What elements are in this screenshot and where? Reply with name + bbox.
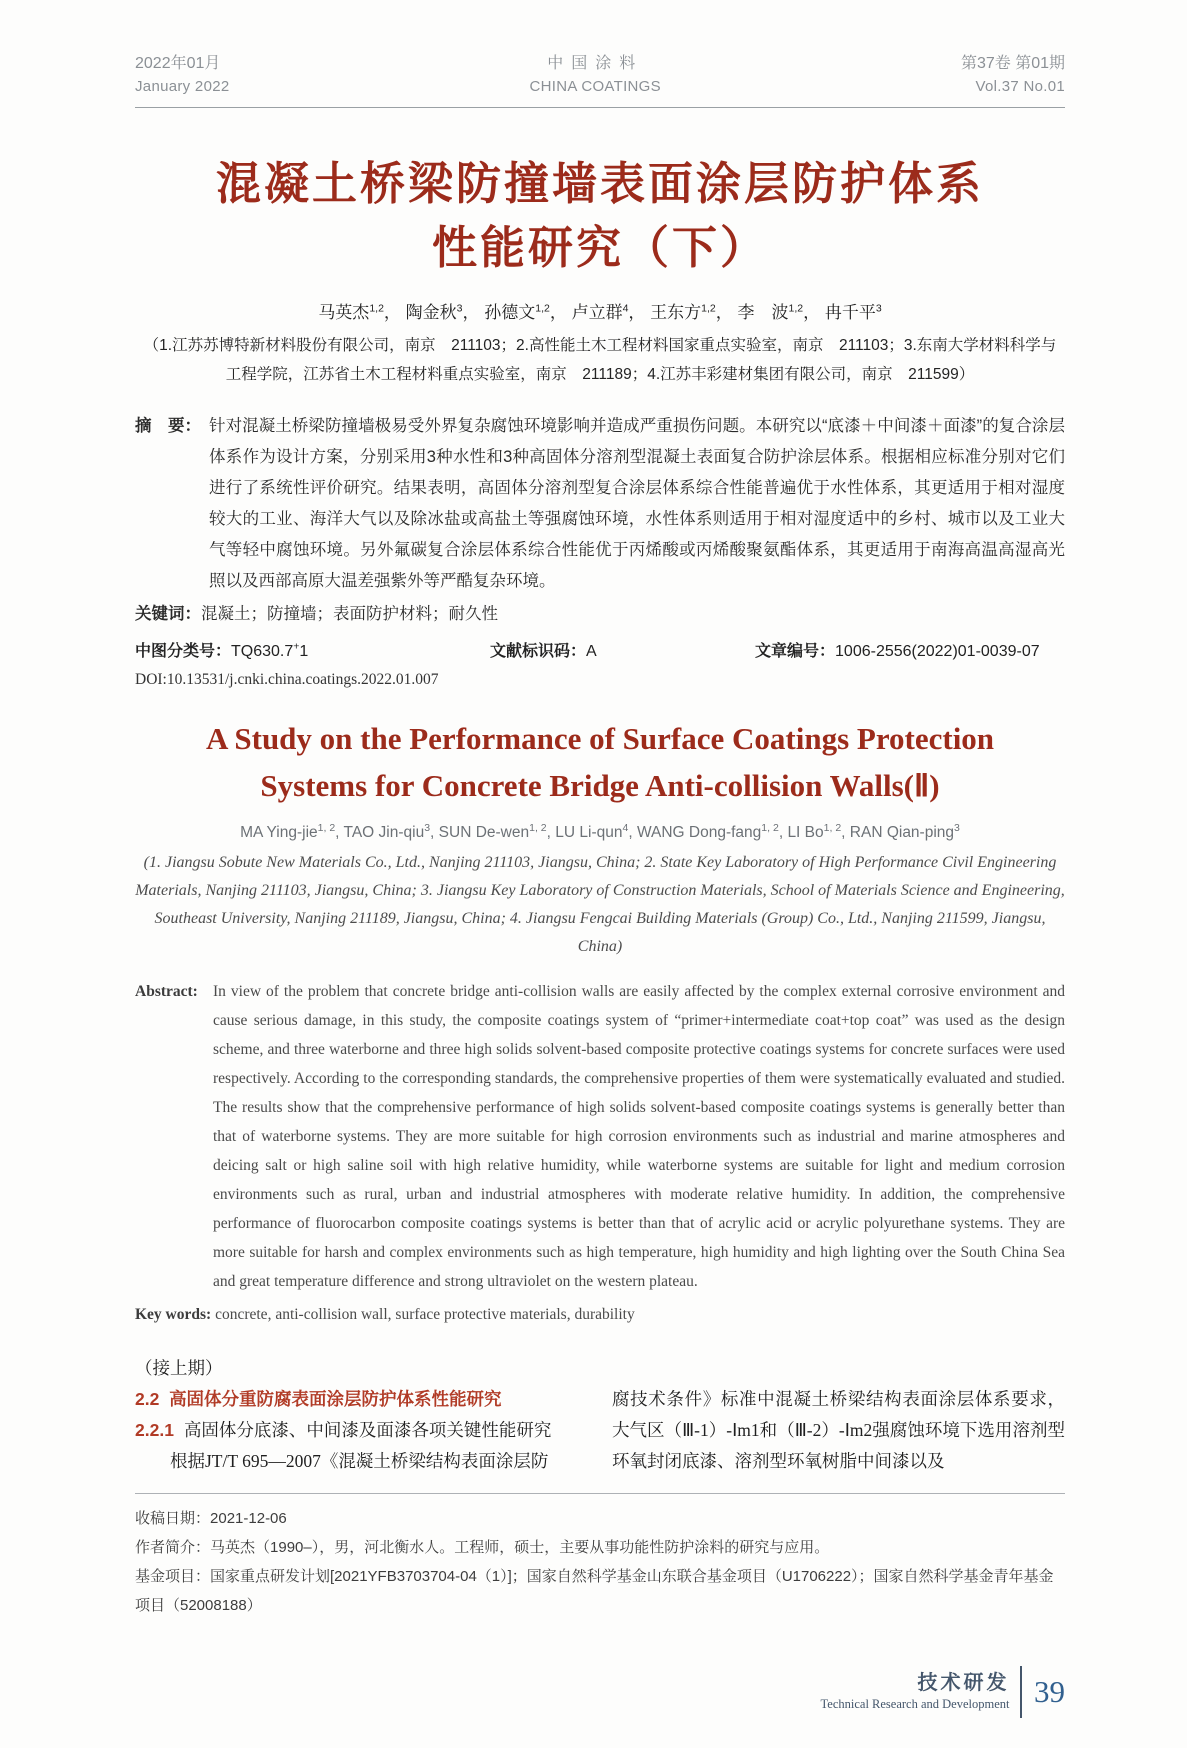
author-en: SUN De-wen$^{1, 2}$, — [438, 822, 556, 842]
issue-date-en: January 2022 — [135, 78, 230, 95]
author-zh: 李 波$^{1,2}$， — [737, 302, 821, 322]
document-code: 文献标识码：A — [490, 643, 597, 660]
article-id: 文章编号：1006-2556(2022)01-0039-07 — [755, 643, 1040, 660]
keywords-en-text: concrete, anti-collision wall, surface protective materials, durability — [215, 1306, 635, 1324]
footer-column-en: Technical Research and Development — [820, 1697, 1010, 1712]
body-paragraph-left: 根据JT/T 695—2007《混凝土桥梁结构表面涂层防 — [170, 1451, 549, 1472]
doi: DOI:10.13531/j.cnki.china.coatings.2022.01.007 — [135, 671, 439, 688]
authors-zh — [135, 298, 1065, 323]
footer-divider — [1020, 1666, 1023, 1718]
affiliations-zh: （1.江苏苏博特新材料股份有限公司，南京 211103；2.高性能土木工程材料国家重点实验室，南京 211103；3.东南大学材料科学与工程学院，江苏省土木工程材料重点实验室，南京 211189；4.江苏丰彩建材集团有限公司，南京 211599） — [143, 337, 1057, 383]
author-zh: 陶金秋$^3$， — [405, 302, 480, 322]
article-title-zh — [135, 152, 1065, 280]
footnotes — [135, 1493, 1065, 1620]
clc-number: 中图分类号：TQ630.7+1 — [135, 640, 309, 660]
article-title-zh-line2: 性能研究（下） — [431, 222, 768, 273]
keywords-en-label: Key words: — [135, 1306, 212, 1324]
header-issue-date — [135, 52, 230, 98]
author-zh: 王东方$^{1,2}$， — [650, 302, 733, 322]
header-journal-name — [530, 52, 661, 98]
abstract-en-label: Abstract: — [135, 983, 198, 1001]
journal-name-zh: 中国涂料 — [547, 55, 644, 72]
author-zh: 卢立群$^4$， — [571, 302, 646, 322]
abstract-zh-label: 摘 要： — [135, 417, 201, 435]
abstract-en-text: In view of the problem that concrete bridge anti-collision walls are easily affected by the complex external corrosive environment and cause serious damage, in this study, the composite coatings system of “primer+intermediate coat+top coat” was used as the design scheme, and three waterborne and three high solids solvent-based composite protective coatings systems for concrete surfaces were used respectively. According to the corresponding standards, the comprehensive properties of them were systematically evaluated and studied. The results show that the comprehensive performance of high solids solvent-based composite coatings systems is generally better than that of waterborne systems. They are more suitable for high corrosion environments such as industrial and marine atmospheres and deicing salt or high saline soil with high relative humidity, while waterborne systems are suitable for light and medium corrosion environments such as rural, urban and industrial atmospheres with moderate relative humidity. In addition, the comprehensive performance of fluorocarbon composite coatings systems is better than that of acrylic acid or acrylic polyurethane systems. They are more suitable for harsh and complex environments such as high temperature, high humidity and high lighting over the South China Sea and great temperature difference and strong ultraviolet on the western plateau. — [213, 983, 1065, 1291]
volume-issue-en: Vol.37 No.01 — [975, 78, 1065, 95]
abstract-en — [135, 977, 1065, 1296]
author-zh: 冉千平$^3$ — [824, 302, 882, 322]
footnote-item: 作者简介：马英杰（1990–），男，河北衡水人。工程师，硕士，主要从事功能性防护涂料的研究与应用。 — [135, 1539, 830, 1557]
footer-column-zh: 技术研发 — [917, 1672, 1010, 1695]
footer-column-title — [821, 1671, 1010, 1713]
keywords-en — [135, 1300, 1065, 1329]
authors-en — [135, 822, 1065, 842]
journal-name-en: CHINA COATINGS — [529, 78, 661, 95]
article-title-zh-line1: 混凝土桥梁防撞墙表面涂层防护体系 — [215, 158, 984, 209]
article-title-en-line1: A Study on the Performance of Surface Coatings Protection — [205, 721, 995, 756]
body-column-right — [612, 1384, 1065, 1477]
subsection-heading-2-2-1: 2.2.1 高固体分底漆、中间漆及面漆各项关键性能研究 — [135, 1420, 552, 1441]
abstract-zh — [135, 411, 1065, 597]
author-en: MA Ying-jie$^{1, 2}$, — [240, 822, 344, 842]
author-en: LU Li-qun$^4$, — [555, 822, 637, 842]
article-title-en — [135, 715, 1065, 809]
header-volume-issue — [961, 52, 1065, 98]
author-en: RAN Qian-ping$^3$ — [849, 822, 960, 842]
author-zh: 马英杰$^{1,2}$， — [318, 302, 401, 322]
clc-superscript: + — [293, 640, 300, 653]
article-title-en-line2: Systems for Concrete Bridge Anti-collision Walls(Ⅱ) — [260, 768, 940, 803]
author-en: TAO Jin-qiu$^3$, — [343, 822, 439, 842]
keywords-zh — [135, 599, 1065, 630]
affiliations-en: (1. Jiangsu Sobute New Materials Co., Ltd., Nanjing 211103, Jiangsu, China; 2. State Key Laboratory of High Performance Civil Engineering Materials, Nanjing 211103, Jiangsu, China; 3. Jiangsu Key Laboratory of Construction Materials, School of Materials Science and Engineering, Southeast University, Nanjing 211189, Jiangsu, China; 4. Jiangsu Fengcai Building Materials (Group) Co., Ltd., Nanjing 211599, Jiangsu, China) — [135, 854, 1065, 956]
body-column-left — [135, 1353, 588, 1477]
abstract-zh-text: 针对混凝土桥梁防撞墙极易受外界复杂腐蚀环境影响并造成严重损伤问题。本研究以“底漆＋中间漆＋面漆”的复合涂层体系作为设计方案，分别采用3种水性和3种高固体分溶剂型混凝土表面复合防护涂层体系。根据相应标准分别对它们进行了系统性评价研究。结果表明，高固体分溶剂型复合涂层体系综合性能普遍优于水性体系，其更适用于相对湿度较大的工业、海洋大气以及除冰盐或高盐土等强腐蚀环境，水性体系则适用于相对湿度适中的乡村、城市以及工业大气等轻中腐蚀环境。另外氟碳复合涂层体系综合性能优于丙烯酸或丙烯酸聚氨酯体系，其更适用于南海高温高湿高光照以及西部高原大温差强紫外等严酷复杂环境。 — [209, 417, 1065, 590]
page-number: 39 — [1034, 1674, 1065, 1710]
body-columns — [135, 1353, 1065, 1477]
journal-header — [135, 52, 1065, 108]
keywords-zh-label: 关键词： — [135, 605, 201, 623]
continued-note: （接上期） — [135, 1358, 223, 1379]
author-zh: 孙德文$^{1,2}$， — [484, 302, 567, 322]
issue-date-zh: 2022年01月 — [135, 55, 221, 72]
keywords-zh-text: 混凝土；防撞墙；表面防护材料；耐久性 — [201, 605, 498, 623]
footnote-item: 基金项目：国家重点研发计划[2021YFB3703704-04（1）]；国家自然科学基金山东联合基金项目（U1706222）；国家自然科学基金青年基金项目（52008188） — [135, 1568, 1054, 1615]
author-en: LI Bo$^{1, 2}$, — [787, 822, 850, 842]
footnote-item: 收稿日期：2021-12-06 — [135, 1510, 287, 1528]
author-en: WANG Dong-fang$^{1, 2}$, — [636, 822, 788, 842]
body-paragraph-right: 腐技术条件》标准中混凝土桥梁结构表面涂层体系要求，大气区（Ⅲ-1）-Ⅰm1和（Ⅲ-2）-Ⅰm2强腐蚀环境下选用溶剂型环氧封闭底漆、溶剂型环氧树脂中间漆以及 — [612, 1389, 1065, 1472]
volume-issue-zh: 第37卷 第01期 — [960, 55, 1065, 72]
page-footer — [135, 1666, 1065, 1718]
section-heading-2-2: 2.2 高固体分重防腐表面涂层防护体系性能研究 — [135, 1389, 502, 1410]
article-meta-row — [135, 638, 1065, 661]
